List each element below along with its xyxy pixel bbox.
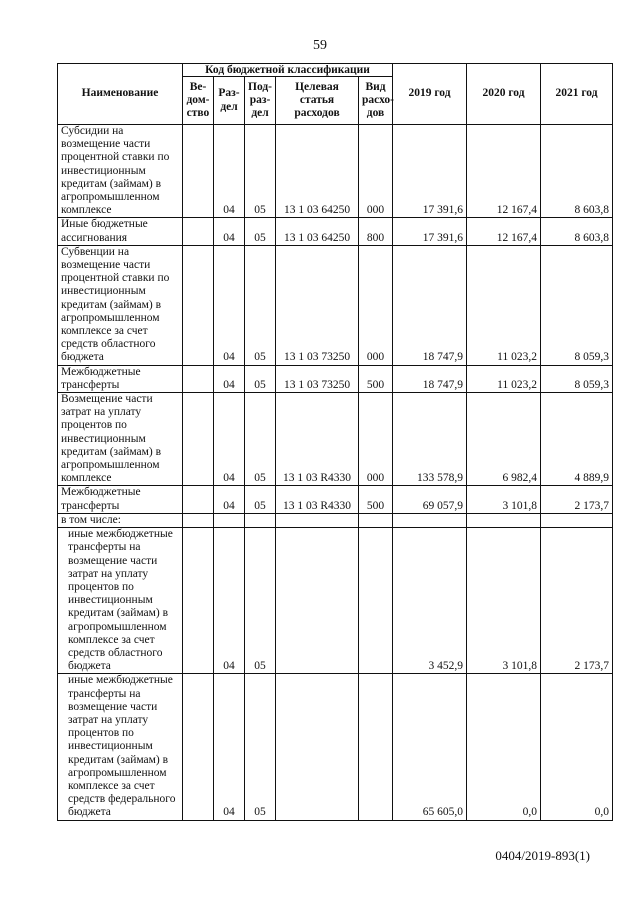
row-vid: 500 — [359, 486, 393, 513]
header-2021: 2021 год — [541, 64, 613, 125]
row-razdel — [214, 513, 245, 527]
row-2019: 65 605,0 — [393, 674, 467, 820]
row-2019: 17 391,6 — [393, 125, 467, 218]
row-2020: 0,0 — [467, 674, 541, 820]
row-2021: 8 603,8 — [541, 125, 613, 218]
row-2021: 8 059,3 — [541, 245, 613, 365]
table-row — [58, 674, 613, 820]
header-name: Наименование — [58, 64, 183, 125]
page-number: 59 — [313, 38, 327, 53]
row-name: Субвенции на возмещение части процентной ставки по инвестиционным кредитам (займам) в агропромышленном комплексе за счет средств областного бюджета — [58, 245, 183, 365]
table-row — [58, 513, 613, 527]
row-name: Возмещение части затрат на уплату процентов по инвестиционным кредитам (займам) в агропромышленном комплексе — [58, 393, 183, 486]
row-ved — [183, 528, 214, 674]
row-2019: 69 057,9 — [393, 486, 467, 513]
row-2019: 3 452,9 — [393, 528, 467, 674]
row-razdel: 04 — [214, 218, 245, 245]
row-razdel: 04 — [214, 393, 245, 486]
row-2019 — [393, 513, 467, 527]
row-2019: 18 747,9 — [393, 365, 467, 392]
row-2021: 8 603,8 — [541, 218, 613, 245]
row-target — [276, 674, 359, 820]
row-name: иные межбюджетные трансферты на возмещение части затрат на уплату процентов по инвестиционным кредитам (займам) в агропромышленном комплексе за счет средств федерального бюджета — [58, 674, 183, 820]
table-row — [58, 393, 613, 486]
row-2021: 2 173,7 — [541, 528, 613, 674]
header-razdel: Раз- дел — [214, 77, 245, 125]
row-2020: 12 167,4 — [467, 218, 541, 245]
row-ved — [183, 513, 214, 527]
row-podrazdel: 05 — [245, 245, 276, 365]
row-ved — [183, 125, 214, 218]
row-name: Иные бюджетные ассигнования — [58, 218, 183, 245]
row-name: Межбюджетные трансферты — [58, 486, 183, 513]
row-ved — [183, 245, 214, 365]
row-2020: 11 023,2 — [467, 245, 541, 365]
row-ved — [183, 365, 214, 392]
table-row — [58, 125, 613, 218]
row-2021: 0,0 — [541, 674, 613, 820]
document-code: 0404/2019-893(1) — [495, 848, 590, 863]
row-podrazdel: 05 — [245, 218, 276, 245]
row-2021: 8 059,3 — [541, 365, 613, 392]
row-2020 — [467, 513, 541, 527]
row-podrazdel: 05 — [245, 125, 276, 218]
row-razdel: 04 — [214, 486, 245, 513]
row-2020: 12 167,4 — [467, 125, 541, 218]
row-ved — [183, 486, 214, 513]
table-row — [58, 486, 613, 513]
header-classification-group: Код бюджетной классификации — [183, 64, 393, 77]
header-2019: 2019 год — [393, 64, 467, 125]
header-2020: 2020 год — [467, 64, 541, 125]
row-name: Субсидии на возмещение части процентной ставки по инвестиционным кредитам (займам) в агропромышленном комплексе — [58, 125, 183, 218]
row-2020: 3 101,8 — [467, 528, 541, 674]
row-2019: 17 391,6 — [393, 218, 467, 245]
row-target — [276, 513, 359, 527]
header-target-article: Целевая статья расходов — [276, 77, 359, 125]
row-2020: 3 101,8 — [467, 486, 541, 513]
row-podrazdel: 05 — [245, 393, 276, 486]
row-ved — [183, 393, 214, 486]
row-vid: 000 — [359, 125, 393, 218]
row-vid: 000 — [359, 245, 393, 365]
row-2021: 2 173,7 — [541, 486, 613, 513]
header-vedomstvo: Ве- дом- ство — [183, 77, 214, 125]
row-razdel: 04 — [214, 528, 245, 674]
table-row — [58, 218, 613, 245]
row-name: в том числе: — [58, 513, 183, 527]
row-razdel: 04 — [214, 125, 245, 218]
row-target — [276, 528, 359, 674]
table-row — [58, 365, 613, 392]
row-podrazdel: 05 — [245, 674, 276, 820]
row-2020: 6 982,4 — [467, 393, 541, 486]
row-target: 13 1 03 73250 — [276, 245, 359, 365]
row-vid: 500 — [359, 365, 393, 392]
row-podrazdel: 05 — [245, 528, 276, 674]
row-razdel: 04 — [214, 245, 245, 365]
header-podrazdel: Под- раз- дел — [245, 77, 276, 125]
budget-table — [57, 63, 613, 821]
row-2019: 18 747,9 — [393, 245, 467, 365]
row-podrazdel — [245, 513, 276, 527]
row-target: 13 1 03 64250 — [276, 218, 359, 245]
row-ved — [183, 674, 214, 820]
row-2019: 133 578,9 — [393, 393, 467, 486]
table-row — [58, 245, 613, 365]
row-razdel: 04 — [214, 365, 245, 392]
row-vid: 800 — [359, 218, 393, 245]
row-vid — [359, 674, 393, 820]
row-podrazdel: 05 — [245, 486, 276, 513]
row-podrazdel: 05 — [245, 365, 276, 392]
row-name: иные межбюджетные трансферты на возмещение части затрат на уплату процентов по инвестиционным кредитам (займам) в агропромышленном комплексе за счет средств областного бюджета — [58, 528, 183, 674]
row-target: 13 1 03 R4330 — [276, 393, 359, 486]
row-name: Межбюджетные трансферты — [58, 365, 183, 392]
table-row — [58, 528, 613, 674]
row-2021: 4 889,9 — [541, 393, 613, 486]
header-expense-type: Вид расхо- дов — [359, 77, 393, 125]
row-2020: 11 023,2 — [467, 365, 541, 392]
row-vid: 000 — [359, 393, 393, 486]
row-vid — [359, 528, 393, 674]
row-2021 — [541, 513, 613, 527]
row-target: 13 1 03 64250 — [276, 125, 359, 218]
row-vid — [359, 513, 393, 527]
row-ved — [183, 218, 214, 245]
row-razdel: 04 — [214, 674, 245, 820]
row-target: 13 1 03 73250 — [276, 365, 359, 392]
row-target: 13 1 03 R4330 — [276, 486, 359, 513]
